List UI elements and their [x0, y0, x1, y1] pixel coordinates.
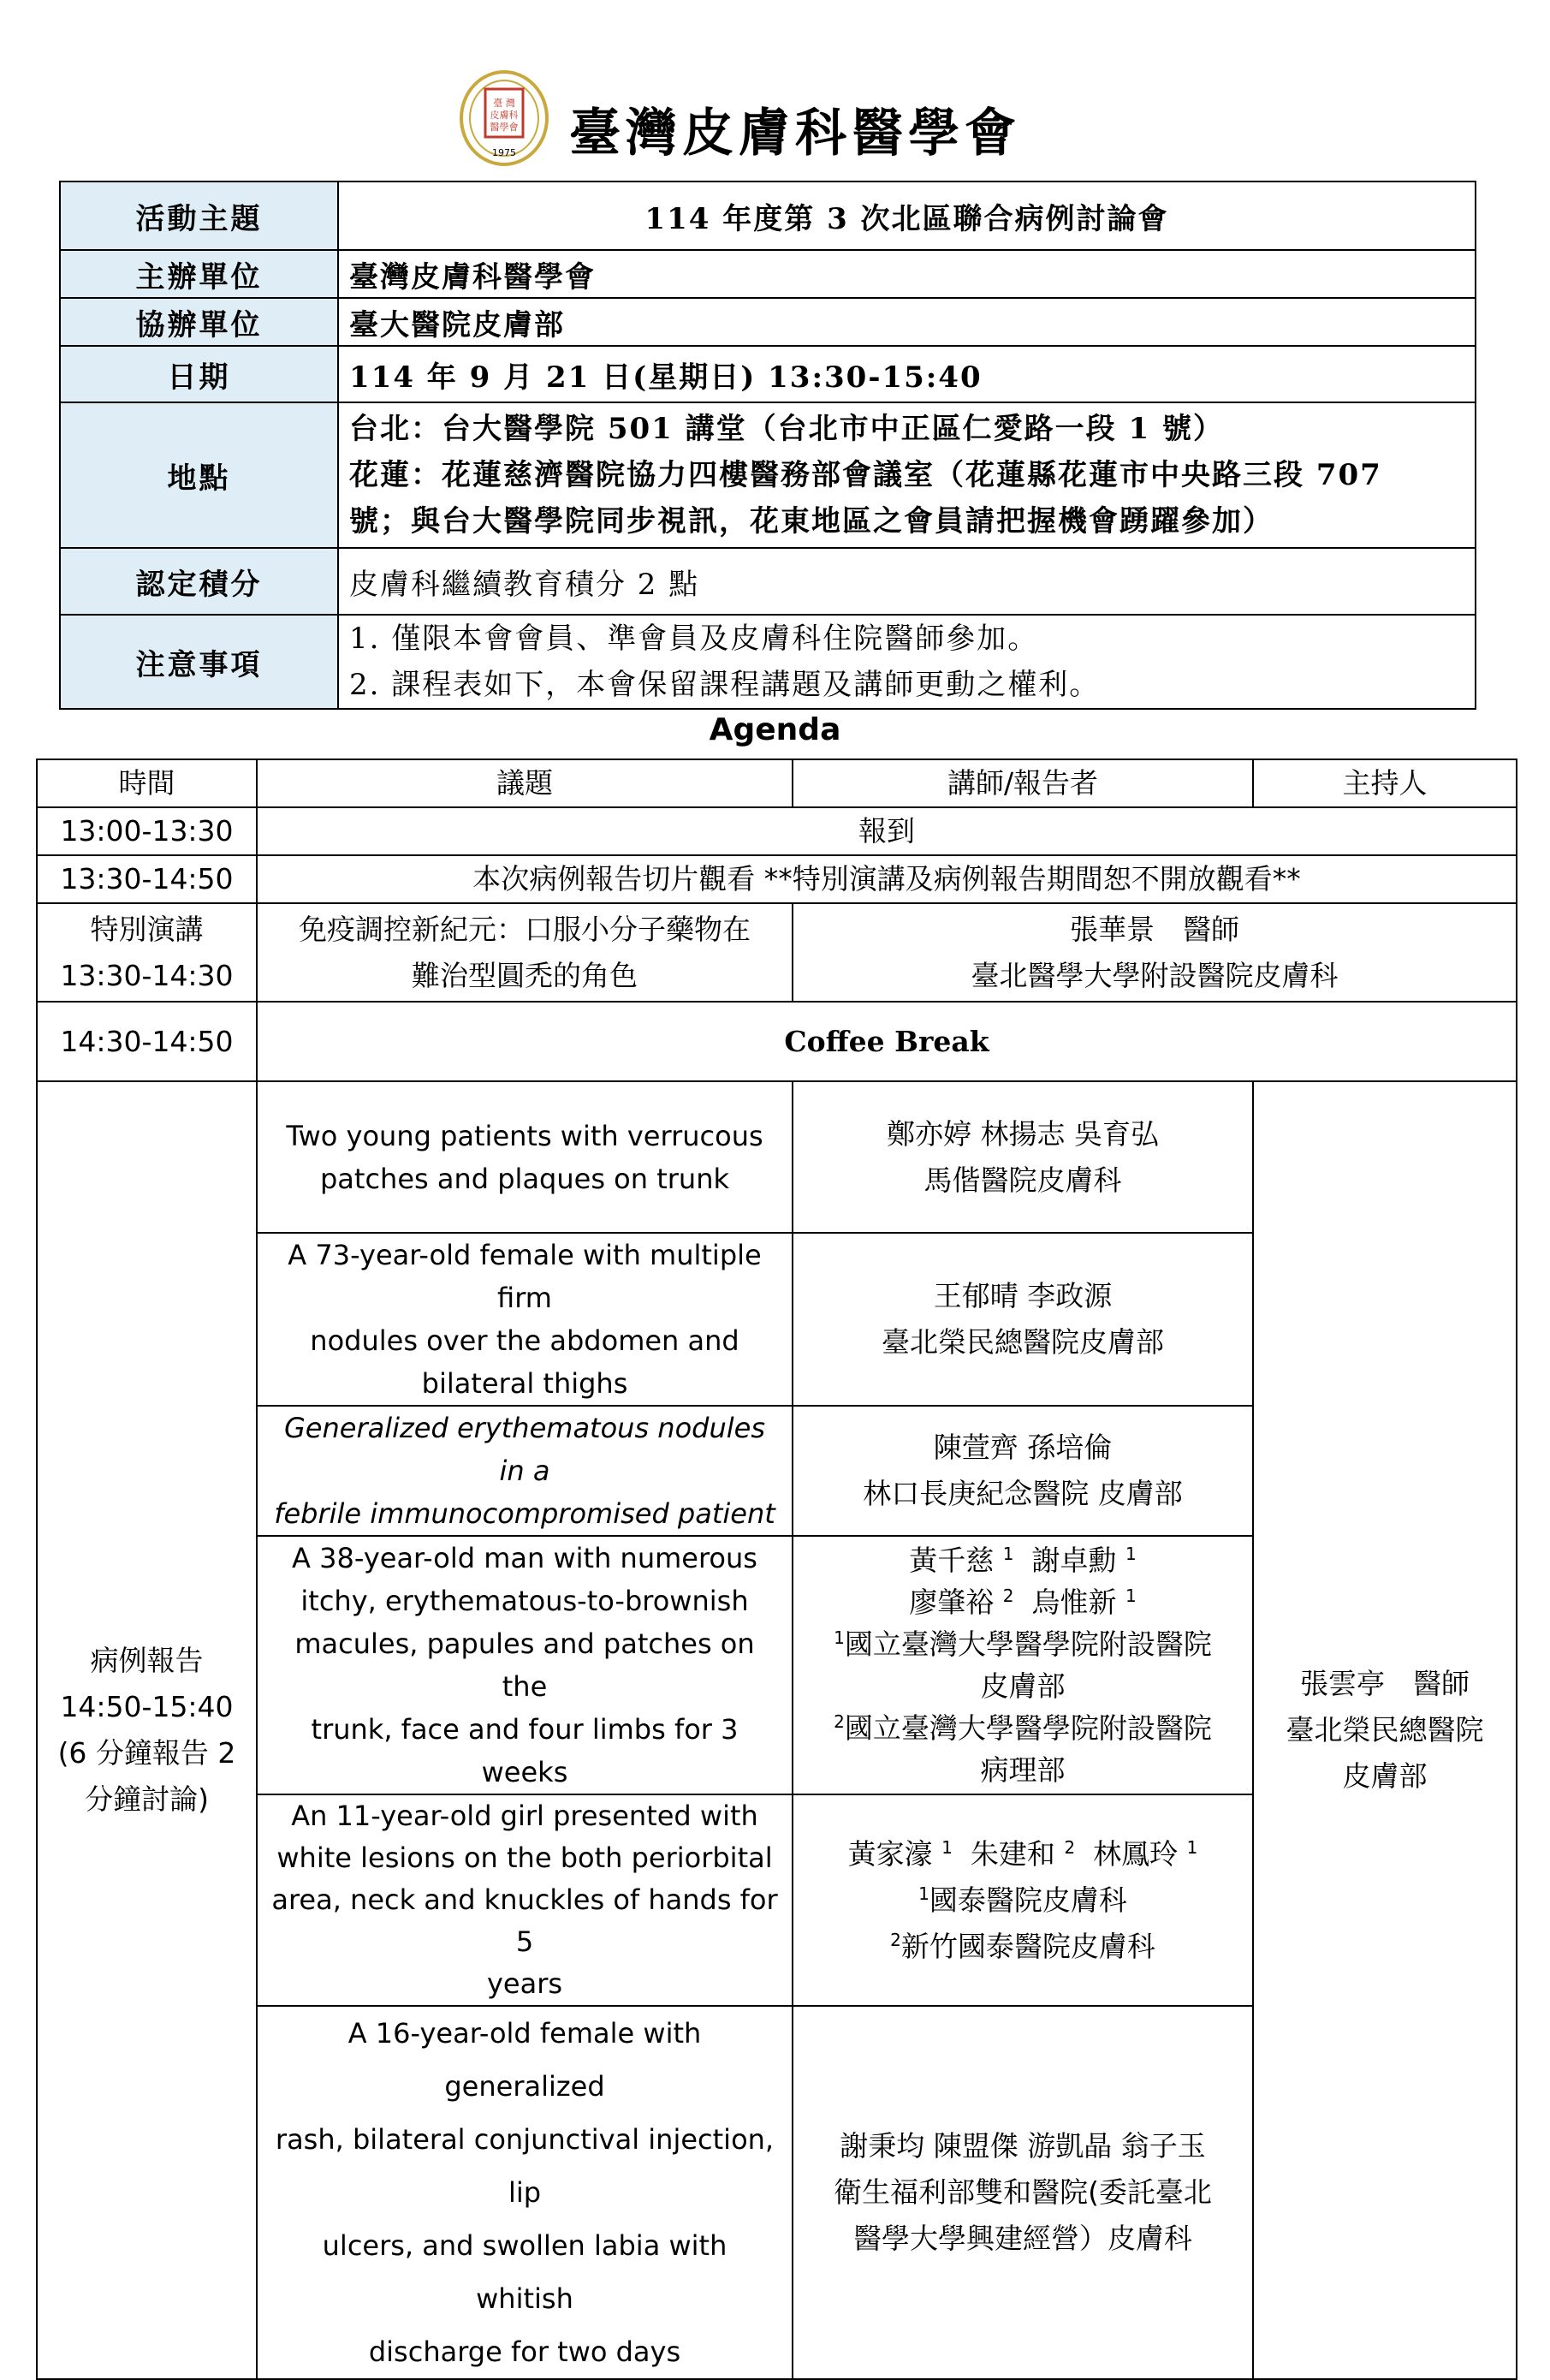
case-topic-line: macules, papules and patches on the	[294, 1627, 755, 1703]
case-topic-line: febrile immunocompromised patient	[274, 1497, 775, 1530]
affiliation-marker: 2	[1002, 1586, 1014, 1606]
affiliation-name: 國泰醫院皮膚科	[929, 1883, 1127, 1917]
case-topic	[257, 2006, 793, 2379]
speaker-name: 朱建和	[970, 1836, 1055, 1871]
page-header	[458, 70, 1023, 186]
host-line: 臺北榮民總醫院	[1286, 1713, 1484, 1746]
case-topic	[257, 1536, 793, 1794]
case-topic-line: bilateral thighs	[421, 1367, 628, 1400]
location-line: 花蓮：花蓮慈濟醫院協力四樓醫務部會議室（花蓮縣花蓮市中央路三段 707	[349, 458, 1382, 492]
coffee-text: Coffee Break	[257, 1002, 1517, 1081]
speaker-name: 黃家濠	[847, 1836, 933, 1871]
case-time-line: (6 分鐘報告 2	[57, 1736, 236, 1770]
affiliation-marker: 1	[941, 1836, 953, 1858]
affiliation-line: 病理部	[980, 1753, 1066, 1787]
affiliation-line	[800, 1877, 1245, 1924]
location-row	[60, 402, 1476, 548]
svg-text:1975: 1975	[492, 147, 516, 158]
coffee-time: 14:30-14:50	[37, 1002, 257, 1081]
special-topic-line: 難治型圓禿的角色	[412, 958, 638, 992]
case-topic	[257, 1233, 793, 1406]
date-value: 114 年 9 月 21 日(星期日) 13:30-15:40	[338, 346, 1476, 402]
note-line: 2. 課程表如下，本會保留課程講題及講師更動之權利。	[349, 668, 1101, 702]
special-time-line: 特別演講	[90, 912, 204, 946]
affiliation-marker: 1	[1002, 1544, 1014, 1564]
case-speaker	[793, 1233, 1253, 1406]
special-topic	[257, 903, 793, 1002]
special-lecture-row	[37, 903, 1517, 1002]
speaker-name: 黃千慈	[909, 1544, 995, 1577]
affiliation-marker: 1	[1125, 1544, 1137, 1564]
case-speaker-line: 臺北榮民總醫院皮膚部	[882, 1325, 1164, 1359]
speaker-name: 廖肇裕	[909, 1586, 995, 1619]
coffee-break-row	[37, 1002, 1517, 1081]
case-speaker-line: 馬偕醫院皮膚科	[923, 1163, 1122, 1197]
case-topic-line: rash, bilateral conjunctival injection, lip	[275, 2123, 775, 2209]
special-speaker	[793, 903, 1517, 1002]
affiliation-name: 國立臺灣大學醫學院附設醫院	[844, 1711, 1212, 1745]
location-line: 號；與台大醫學院同步視訊，花東地區之會員請把握機會踴躍參加）	[349, 504, 1274, 538]
header-speaker: 講師/報告者	[793, 759, 1253, 807]
svg-text:臺 灣: 臺 灣	[493, 98, 515, 109]
affiliation-line: 皮膚部	[980, 1669, 1066, 1703]
agenda-header-row	[37, 759, 1517, 807]
special-time-line: 13:30-14:30	[60, 958, 234, 992]
case-speaker-line: 衛生福利部雙和醫院(委託臺北	[834, 2175, 1212, 2209]
speaker-name-line	[800, 1831, 1245, 1877]
special-topic-line: 免疫調控新紀元：口服小分子藥物在	[299, 912, 751, 946]
theme-label: 活動主題	[60, 181, 338, 250]
affiliation-name: 國立臺灣大學醫學院附設醫院	[844, 1627, 1212, 1661]
case-section-time	[37, 1081, 257, 2379]
case-speaker	[793, 1794, 1253, 2006]
case-topic-line: An 11-year-old girl presented with	[291, 1800, 758, 1832]
case-topic-line: A 38-year-old man with numerous	[292, 1542, 757, 1574]
case-speaker-line: 謝秉均 陳盟傑 游凱晶 翁子玉	[840, 2129, 1206, 2163]
case-topic-line: area, neck and knuckles of hands for 5	[271, 1883, 778, 1958]
notes-row	[60, 615, 1476, 709]
header-time: 時間	[37, 759, 257, 807]
header-host: 主持人	[1253, 759, 1517, 807]
theme-value: 114 年度第 3 次北區聯合病例討論會	[338, 181, 1476, 250]
case-topic-line: white lesions on the both periorbital	[276, 1842, 773, 1874]
agenda-title: Agenda	[709, 712, 841, 747]
case-time-line: 分鐘討論)	[85, 1782, 209, 1816]
affiliation-marker: 2	[890, 1929, 901, 1950]
co-organizer-row	[60, 298, 1476, 346]
svg-text:醫學會: 醫學會	[490, 122, 519, 133]
case-speaker-line: 林口長庚紀念醫院 皮膚部	[863, 1477, 1183, 1510]
case-topic	[257, 1406, 793, 1536]
case-speaker-line: 醫學大學興建經營）皮膚科	[853, 2222, 1192, 2255]
affiliation-name: 新竹國泰醫院皮膚科	[900, 1929, 1155, 1963]
case-topic-line: trunk, face and four limbs for 3 weeks	[311, 1713, 739, 1788]
svg-text:皮膚科: 皮膚科	[490, 110, 519, 121]
credits-label: 認定積分	[60, 548, 338, 615]
location-line: 台北：台大醫學院 501 講堂（台北市中正區仁愛路一段 1 號）	[349, 412, 1224, 446]
registration-time: 13:00-13:30	[37, 807, 257, 855]
slides-text: 本次病例報告切片觀看 **特別演講及病例報告期間恕不開放觀看**	[257, 855, 1517, 903]
case-topic	[257, 1081, 793, 1233]
case-topic-line: years	[486, 1967, 563, 2000]
case-topic	[257, 1794, 793, 2006]
organizer-label: 主辦單位	[60, 250, 338, 298]
location-label: 地點	[60, 402, 338, 548]
case-speaker-line: 鄭亦婷 林揚志 吳育弘	[887, 1116, 1159, 1151]
case-topic-line: nodules over the abdomen and	[310, 1324, 739, 1357]
registration-text: 報到	[257, 807, 1517, 855]
affiliation-line	[800, 1707, 1245, 1749]
case-speaker	[793, 1081, 1253, 1233]
location-value	[338, 402, 1476, 548]
affiliation-marker: 1	[834, 1627, 845, 1648]
case-row	[37, 1081, 1517, 1233]
registration-row	[37, 807, 1517, 855]
speaker-name: 謝卓勳	[1031, 1544, 1117, 1577]
date-label: 日期	[60, 346, 338, 402]
affiliation-line	[800, 1924, 1245, 1970]
speaker-name: 林鳳玲	[1093, 1836, 1179, 1871]
slides-time: 13:30-14:50	[37, 855, 257, 903]
speaker-name-line	[800, 1539, 1245, 1581]
notes-label: 注意事項	[60, 615, 338, 709]
header-topic: 議題	[257, 759, 793, 807]
notes-value	[338, 615, 1476, 709]
credits-value: 皮膚科繼續教育積分 2 點	[338, 548, 1476, 615]
host-line: 皮膚部	[1342, 1759, 1428, 1793]
case-speaker	[793, 2006, 1253, 2379]
case-speaker-line: 王郁晴 李政源	[933, 1279, 1113, 1312]
case-topic-line: A 16-year-old female with generalized	[347, 2017, 702, 2103]
speaker-name: 烏惟新	[1031, 1586, 1117, 1619]
org-title: 臺灣皮膚科醫學會	[569, 104, 1021, 164]
case-topic-line: itchy, erythematous-to-brownish	[300, 1585, 749, 1617]
affiliation-marker: 1	[1186, 1836, 1198, 1858]
affiliation-marker: 2	[1064, 1836, 1076, 1858]
host-line: 張雲亭 醫師	[1300, 1667, 1470, 1700]
special-time	[37, 903, 257, 1002]
affiliation-line	[800, 1623, 1245, 1665]
affiliation-marker: 1	[1125, 1586, 1137, 1606]
case-topic-line: patches and plaques on trunk	[319, 1162, 729, 1195]
case-topic-line: Generalized erythematous nodules in a	[284, 1412, 765, 1487]
organizer-value: 臺灣皮膚科醫學會	[338, 250, 1476, 298]
affiliation-marker: 1	[918, 1883, 929, 1904]
organizer-row	[60, 250, 1476, 298]
case-speaker-line: 陳萱齊 孫培倫	[933, 1431, 1113, 1464]
co-organizer-label: 協辦單位	[60, 298, 338, 346]
co-organizer-value: 臺大醫院皮膚部	[338, 298, 1476, 346]
case-topic-line: Two young patients with verrucous	[286, 1119, 763, 1152]
case-time-line: 病例報告	[90, 1644, 204, 1677]
speaker-name-line	[800, 1581, 1245, 1623]
case-speaker	[793, 1536, 1253, 1794]
association-logo	[458, 70, 550, 171]
special-speaker-line: 臺北醫學大學附設醫院皮膚科	[971, 958, 1339, 992]
affiliation-marker: 2	[834, 1711, 845, 1732]
case-topic-line: ulcers, and swollen labia with whitish	[322, 2229, 727, 2315]
agenda-table	[36, 759, 1517, 2380]
case-speaker	[793, 1406, 1253, 1536]
theme-row	[60, 181, 1476, 250]
case-topic-line: discharge for two days	[368, 2335, 681, 2368]
case-section-host	[1253, 1081, 1517, 2379]
note-line: 1. 僅限本會會員、準會員及皮膚科住院醫師參加。	[349, 622, 1039, 656]
case-time-line: 14:50-15:40	[60, 1690, 234, 1723]
credits-row	[60, 548, 1476, 615]
event-info-table	[59, 181, 1476, 710]
special-speaker-line: 張華景 醫師	[1070, 912, 1239, 946]
case-topic-line: A 73-year-old female with multiple firm	[288, 1239, 762, 1314]
date-row	[60, 346, 1476, 402]
slides-row	[37, 855, 1517, 903]
